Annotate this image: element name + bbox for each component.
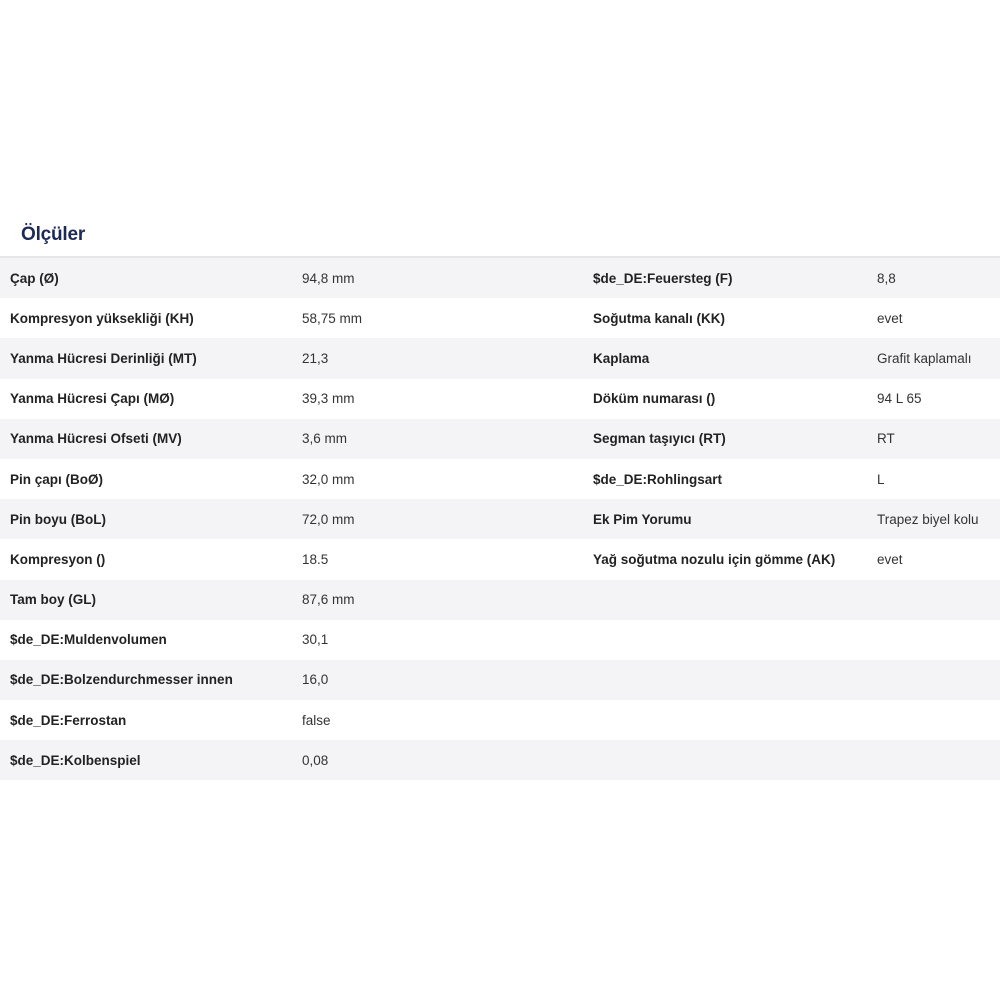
spec-label: Pin çapı (BoØ) — [10, 471, 104, 487]
spec-label: Tam boy (GL) — [10, 592, 96, 608]
spec-label: Kompresyon () — [10, 551, 106, 567]
spec-value: L — [877, 471, 885, 487]
section-title: Ölçüler — [21, 224, 86, 245]
spec-value: 87,6 mm — [302, 592, 355, 608]
spec-value: 30,1 — [302, 632, 329, 648]
table-row — [0, 379, 1000, 419]
table-row — [0, 499, 1000, 539]
spec-label: Yanma Hücresi Çapı (MØ) — [10, 391, 175, 407]
spec-value: 16,0 — [302, 672, 329, 688]
spec-label: Yağ soğutma nozulu için gömme (AK) — [593, 551, 836, 567]
table-row — [0, 620, 1000, 660]
spec-label: Kaplama — [593, 350, 650, 366]
spec-value: 58,75 mm — [302, 310, 363, 326]
table-row — [0, 539, 1000, 579]
spec-value: 0,08 — [302, 752, 329, 768]
spec-label: Kompresyon yüksekliği (KH) — [10, 310, 194, 326]
spec-label: Pin boyu (BoL) — [10, 511, 106, 527]
table-row — [0, 580, 1000, 620]
table-row — [0, 740, 1000, 780]
spec-label: $de_DE:Rohlingsart — [593, 471, 723, 487]
spec-value: evet — [877, 310, 903, 326]
table-row — [0, 298, 1000, 338]
spec-value: Grafit kaplamalı — [877, 350, 972, 366]
spec-label: Ek Pim Yorumu — [593, 511, 692, 527]
spec-label: Yanma Hücresi Derinliği (MT) — [10, 350, 197, 366]
spec-label: $de_DE:Kolbenspiel — [10, 752, 141, 768]
spec-value: 94 L 65 — [877, 391, 922, 407]
spec-label: Soğutma kanalı (KK) — [593, 310, 726, 326]
spec-label: Yanma Hücresi Ofseti (MV) — [10, 431, 182, 447]
spec-label: $de_DE:Muldenvolumen — [10, 632, 167, 648]
section-header — [0, 214, 1000, 258]
table-row — [0, 258, 1000, 298]
spec-value: 72,0 mm — [302, 511, 355, 527]
spec-table — [0, 258, 1000, 780]
table-row — [0, 700, 1000, 740]
spec-value: 8,8 — [877, 270, 896, 286]
spec-label: $de_DE:Feuersteg (F) — [593, 270, 733, 286]
dimensions-section — [0, 214, 1000, 780]
spec-label: $de_DE:Ferrostan — [10, 712, 127, 728]
spec-value: 21,3 — [302, 350, 329, 366]
spec-value: 3,6 mm — [302, 431, 348, 447]
spec-value: false — [302, 712, 331, 728]
spec-value: 39,3 mm — [302, 391, 355, 407]
spec-label: Çap (Ø) — [10, 270, 59, 286]
spec-label: Döküm numarası () — [593, 391, 716, 407]
table-row — [0, 338, 1000, 378]
spec-label: Segman taşıyıcı (RT) — [593, 431, 726, 447]
spec-value: evet — [877, 551, 903, 567]
spec-value: Trapez biyel kolu — [877, 511, 979, 527]
table-row — [0, 660, 1000, 700]
table-row — [0, 459, 1000, 499]
spec-label: $de_DE:Bolzendurchmesser innen — [10, 672, 233, 688]
spec-value: 18.5 — [302, 551, 329, 567]
table-row — [0, 419, 1000, 459]
spec-value: RT — [877, 431, 895, 447]
spec-value: 94,8 mm — [302, 270, 355, 286]
spec-value: 32,0 mm — [302, 471, 355, 487]
